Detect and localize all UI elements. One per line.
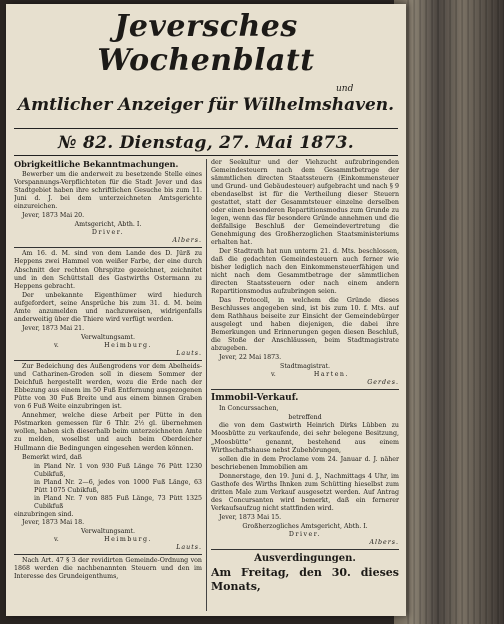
notice-clerk: Albers. (172, 237, 202, 245)
notice-authority: Amtsgericht, Abth. I. (74, 221, 142, 229)
notice-headline: Am Freitag, den 30. dieses Monats, (211, 566, 399, 594)
notice-authority: Verwaltungsamt. (80, 527, 136, 535)
separator (14, 247, 202, 248)
notice-text: Der unbekannte Eigenthümer wird hiedurch aufgefordert, seine Ansprüche bis zum 31. d. M. beim Amte anzumelden und nachzuweisen, widrigenfalls anderweitig über die Thiere wird verfügt werden. (14, 291, 202, 323)
notice-authority: Großherzogliches Amtsgericht, Abth. I. (242, 522, 368, 530)
notice-text: Bewerber um die anderweit zu besetzende Stelle eines Vorspannungs-Verpflichteten für die Stadt Jever und das Stadtgebiet haben ihre schriftlichen Gesuche bis zum 11. Juni d. J. bei dem unterzeichneten Amtsgerichte einzureichen. (14, 171, 202, 211)
list-item: in Pland Nr. 7 von 885 Fuß Länge, 73 Pütt 1325 Cubikfuß (34, 494, 202, 510)
notice-text: Am 16. d. M. sind von dem Lande des D. Jürß zu Heppens zwei Hammel von weißer Farbe, der eine durch Abschnitt der rechten Ohrspitze gezeichnet, zeichnitet und in den Schüttstall des Gastwirths Ostermann zu Heppens gebracht. (14, 250, 202, 290)
notice-text: Donnerstage, den 19. Juni d. J., Nachmittags 4 Uhr, im Gasthofe des Wirths Ihnken zum Schütting hieselbst zum dritten Male zum Verkauf ausgesetzt werden. Auf Antrag des Concursanten wird bemerkt, daß ein fernerer Verkaufsaufzug nicht stattfinden wird. (211, 472, 399, 512)
top-rule (14, 128, 398, 129)
notice-date: Jever, 1873 Mai 20. (22, 212, 85, 220)
notice-clerk: Lauts. (176, 349, 202, 357)
notice-text: Das Protocoll, in welchem die Gründe dieses Beschlusses angegeben sind, ist bis zum 10. f. Mts. auf dem Rathhaus beiseite zur Einsicht der Gemeindebürger ausgelegt und haben diejenigen, die dabei ihre Bemerkungen und Erinnerungen gegen diesen Beschluß, die Stoße der Anschläussen, beim Stadtmagistrate abzugeben. (211, 296, 399, 353)
notice-text: die von dem Gastwirth Heinrich Dirks Lübben zu Moosbütte zu verkaufende, dei sehr belegene Besitzung, „Moosbütte“ genannt, bestehend aus einem Wirthschaftshause nebst Zubehörungen, (211, 422, 399, 454)
column-divider (206, 159, 207, 611)
notice-signature-row (14, 536, 202, 544)
signature-prefix: v. (54, 341, 59, 349)
notice-signature: Heimburg. (104, 341, 152, 349)
notice-text: Annehmer, welche diese Arbeit per Pütte in den Pöstmarken gemessen für 6 Thlr. 2½ gl. übernehmen wollen, haben sich dieserhalb beim unterzeichneten Amte zu melden, woselbst und auch beim Oberdeicher Hullmann die Bedingungen eingesehen werden können. (14, 412, 202, 452)
notice-text: der Seekultur und der Viehzucht aufzubringenden Gemeindesteuern nach dem Gesammtbetrage der sämmtlichen directen Staatssteuern (Einkommensteuer und Grund- und Gebäudesteuer) aufgebracht und nach § 9 ebendaselbst ist für die Vertheilung dieser Steuern gestattet, statt der Gesammtsteuer einzelne derselben oder einen besonderen Repartitionsmodus zum Grunde zu legen, wenn das für besondere Gründe annehmen und die deßfallsige Beschluß der Gemeindevertretung die Genehmigung des Großherzoglichen Staatsministeriums erhalten hat. (211, 159, 399, 247)
notice-authority: Stadtmagistrat. (280, 363, 330, 371)
notice-date: Jever, 22 Mai 1873. (219, 354, 282, 362)
notice-date: Jever, 1873 Mai 15. (219, 513, 282, 521)
subheading: In Concurssachen, (219, 405, 279, 413)
separator (14, 554, 202, 555)
notice-clerk: Gerdes. (367, 379, 399, 387)
notice-text: sollen die in dem Proclame vom 24. Januar d. J. näher beschriebenen Immobilien am (211, 455, 399, 471)
masthead (6, 10, 406, 116)
masthead-connector: und (336, 84, 354, 94)
signature-prefix: v. (54, 536, 59, 544)
page-edges (404, 0, 504, 624)
newspaper-page (6, 4, 406, 616)
section-heading: Ausverdingungen. (254, 553, 356, 565)
notice-date: Jever, 1873 Mai 18. (22, 518, 85, 526)
notice-clerk: Lauts. (176, 544, 202, 552)
right-column (211, 159, 399, 609)
issue-rule (14, 155, 398, 156)
subheading: betreffend (288, 414, 322, 422)
notice-signature: Driver. (288, 531, 322, 539)
separator (211, 389, 399, 390)
notice-signature-row (14, 342, 202, 350)
notice-signature: Driver. (91, 229, 125, 237)
newspaper-title: Jeversches Wochenblatt (97, 9, 315, 78)
notice-authority: Verwaltungsamt. (80, 333, 136, 341)
separator (211, 549, 399, 550)
separator (14, 360, 202, 361)
notice-text: Zur Bedeichung des Außengrodens vor dem Abelheids- und Catharinen-Groden soll in diesem Sommer der Deichfuß hergestellt werden, wozu die Erde nach der Ebbezung aus einem im 50 Fuß Entfernung ausgezogenen Pütte von 30 Fuß Breite und aus einem binnen Graben von 6 Fuß Weite einzubringen ist. (14, 363, 202, 411)
list-item: in Pland Nr. 1 von 930 Fuß Länge 76 Pütt 1230 Cubikfuß, (34, 462, 202, 478)
newspaper-subtitle: Amtlicher Anzeiger für Wilhelmshaven. (17, 95, 395, 115)
signature-prefix: v. (271, 371, 276, 379)
notice-text: Der Stadtrath hat nun unterm 21. d. Mts. beschlossen, daß die gedachten Gemeindesteuern auch ferner wie bisher lediglich nach den Einkommensteuerfähigen und nicht nach dem Gesammtbetrage der sämmtlichen directen Staatssteuern oder nach einem andern Repartitionsmodus aufzubringen seien. (211, 247, 399, 295)
list-item: in Pland Nr. 2—6, jedes von 1000 Fuß Länge, 63 Pütt 1075 Cubikfuß, (34, 478, 202, 494)
notice-signature: Heimburg. (104, 536, 152, 544)
notice-text: Nach Art. 47 § 3 der revidirten Gemeinde-Ordnung von 1868 werden die nachbenannten Steuern und den im Interesse des Grundeigenthums, (14, 557, 202, 581)
notice-signature-row (211, 371, 399, 379)
issue-line: № 82. Dienstag, 27. Mai 1873. (57, 133, 355, 153)
notice-date: Jever, 1873 Mai 21. (22, 324, 85, 332)
remark: Bemerkt wird, daß (22, 453, 82, 461)
left-column (14, 159, 202, 609)
section-heading: Immobil-Verkauf. (211, 393, 299, 404)
remark-end: einzubringen sind. (14, 510, 74, 518)
section-heading: Obrigkeitliche Bekanntmachungen. (14, 159, 179, 169)
notice-signature: Harten. (313, 371, 349, 379)
notice-clerk: Albers. (369, 539, 399, 547)
